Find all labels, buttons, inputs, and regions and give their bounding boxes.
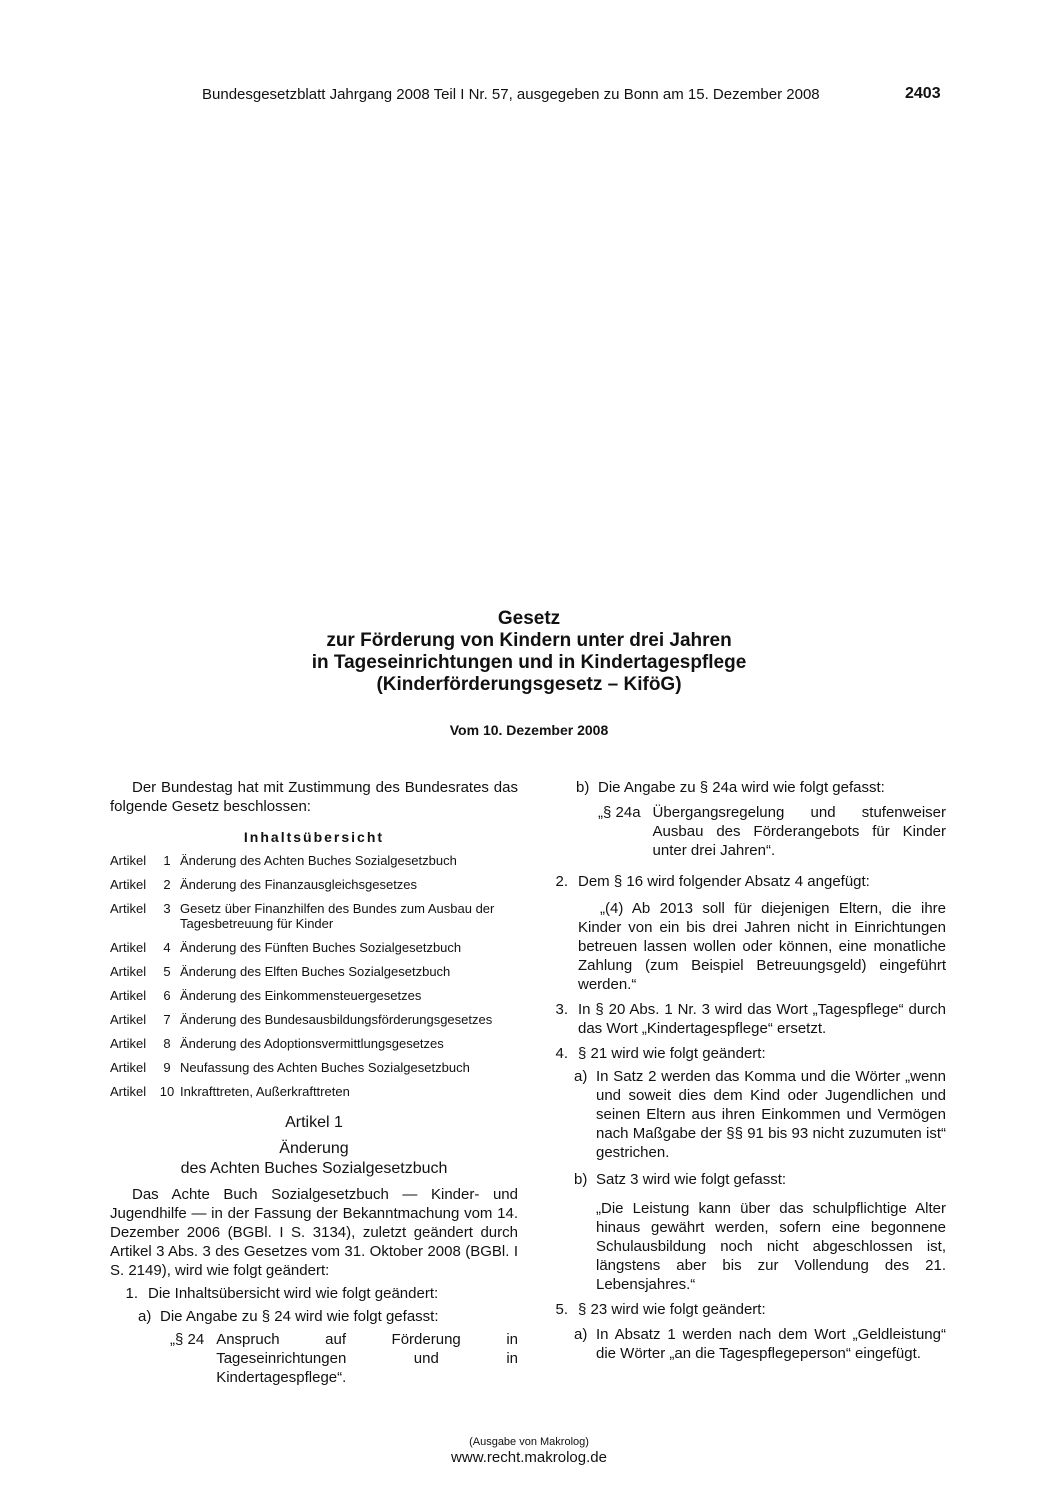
quoted-text: Übergangsregelung und stufenweiser Ausbau des Förderangebots für Kinder unter drei Jahren“. [652,804,946,859]
subitem-letter: a) [138,1308,152,1325]
title-line-1: Gesetz [497,608,561,629]
quoted-text: Anspruch auf Förderung in Tageseinrichtungen und in Kindertagespflege“. [216,1331,518,1386]
running-title: Bundesgesetzblatt Jahrgang 2008 Teil I Nr. 57, ausgegeben zu Bonn am 15. Dezember 2008 [202,86,820,103]
item-number: 1. [125,1285,138,1302]
toc-row [110,853,518,868]
article-intro: Das Achte Buch Sozialgesetzbuch — Kinder- und Jugendhilfe — in der Fassung der Bekanntmachung vom 14. Dezember 2006 (BGBl. I S. 3134), zuletzt geändert durch Artikel 3 Abs. 3 des Gesetzes vom 31. Oktober 2008 (BGBl. I S. 2149), wird wie folgt geändert: [110,1186,518,1279]
preamble: Der Bundestag hat mit Zustimmung des Bundesrates das folgende Gesetz beschlossen: [110,779,518,815]
item-text: Die Inhaltsübersicht wird wie folgt geändert: [148,1285,439,1302]
toc-row [110,901,518,931]
title-line-4: (Kinderförderungsgesetz – KiföG) [376,674,682,695]
toc-article-title: Änderung des Adoptionsvermittlungsgesetzes [180,1036,444,1051]
toc-article-number: 9 [163,1060,171,1075]
toc-article-label: Artikel [110,1084,147,1099]
amendment-subitem [548,1067,946,1162]
toc-article-label: Artikel [110,853,147,868]
article-title-line-1: Änderung [279,1140,349,1157]
quoted-sentence-text: „Die Leistung kann über das schulpflichtige Alter hinaus gewährt werden, sofern eine begonnene Schulausbildung noch nicht abgeschlossen ist, längstens aber bis zur Vollendung des 21. Lebensjahres.“ [596,1200,946,1293]
footer-url: www.recht.makrolog.de [451,1449,607,1466]
toc-article-label: Artikel [110,988,147,1003]
subitem-letter: b) [574,1171,588,1188]
toc-row [110,877,518,892]
toc-article-number: 5 [163,964,171,979]
left-column [110,778,518,1387]
toc-article-label: Artikel [110,1012,147,1027]
toc-article-title: Änderung des Achten Buches Sozialgesetzbuch [180,853,457,868]
amendment-item [548,872,946,891]
item-text: § 21 wird wie folgt geändert: [578,1045,766,1062]
quoted-entry [548,803,946,860]
law-title [0,608,1058,696]
toc-article-title: Änderung des Bundesausbildungsförderungsgesetzes [180,1012,493,1027]
amendment-item [548,1000,946,1038]
table-of-contents [110,853,518,1099]
toc-article-number: 3 [163,901,171,916]
toc-article-title: Änderung des Einkommensteuergesetzes [180,988,422,1003]
title-line-3: in Tageseinrichtungen und in Kindertagespflege [311,652,747,673]
toc-row [110,1084,518,1099]
footer-note: (Ausgabe von Makrolog) [469,1436,589,1448]
toc-article-number: 10 [159,1084,175,1099]
toc-article-number: 2 [163,877,171,892]
toc-article-number: 1 [163,853,171,868]
quoted-entry [110,1330,518,1387]
item-text: § 23 wird wie folgt geändert: [578,1301,766,1318]
item-text: Dem § 16 wird folgender Absatz 4 angefügt: [578,873,870,890]
article-1-heading [110,1113,518,1179]
toc-article-label: Artikel [110,1036,147,1051]
subitem-letter: a) [574,1068,588,1085]
subitem-text: In Satz 2 werden das Komma und die Wörter „wenn und soweit dies dem Kind oder Jugendlichen und seinen Eltern aus ihren Einkommen und Vermögen nach Maßgabe der §§ 91 bis 93 nicht zuzumuten ist“ gestrichen. [596,1068,946,1161]
amendment-subitem [110,1307,518,1326]
toc-row [110,964,518,979]
law-date: Vom 10. Dezember 2008 [449,722,609,738]
toc-article-title: Änderung des Fünften Buches Sozialgesetzbuch [180,940,462,955]
subitem-text: Die Angabe zu § 24 wird wie folgt gefasst: [160,1308,439,1325]
amendment-item [110,1284,518,1303]
toc-article-number: 6 [163,988,171,1003]
toc-article-number: 4 [163,940,171,955]
toc-row [110,1060,518,1075]
title-line-2: zur Förderung von Kindern unter drei Jahren [326,630,732,651]
amendment-subitem [548,1170,946,1189]
subitem-text: Satz 3 wird wie folgt gefasst: [596,1171,787,1188]
toc-row [110,988,518,1003]
subitem-text: In Absatz 1 werden nach dem Wort „Geldleistung“ die Wörter „an die Tagespflegeperson“ eingefügt. [596,1326,946,1362]
article-title-line-2: des Achten Buches Sozialgesetzbuch [180,1160,448,1177]
toc-article-title: Änderung des Finanzausgleichsgesetzes [180,877,418,892]
toc-article-label: Artikel [110,877,147,892]
toc-article-number: 7 [163,1012,171,1027]
toc-article-title: Änderung des Elften Buches Sozialgesetzbuch [180,964,451,979]
amendment-subitem [548,778,946,797]
item-number: 5. [555,1301,568,1318]
quoted-paragraph: „§ 24a [598,804,641,821]
amendment-item [548,1300,946,1319]
quoted-paragraph-text: „(4) Ab 2013 soll für diejenigen Eltern, die ihre Kinder von ein bis drei Jahren nicht in Einrichtungen betreuen lassen wollen oder können, eine monatliche Zahlung (zum Beispiel Betreuungsgeld) eingeführt werden.“ [578,900,946,993]
quoted-paragraph: „§ 24 [170,1331,205,1348]
page-number: 2403 [905,85,941,102]
toc-row [110,1036,518,1051]
item-number: 4. [555,1045,568,1062]
item-number: 2. [555,873,568,890]
toc-row [110,940,518,955]
subitem-letter: a) [574,1326,588,1343]
amendment-item [548,1044,946,1063]
article-label: Artikel 1 [285,1114,343,1131]
right-column [548,778,946,1363]
page-footer [0,1436,1058,1466]
toc-article-label: Artikel [110,940,147,955]
subitem-letter: b) [576,779,590,796]
toc-article-label: Artikel [110,1060,147,1075]
toc-article-title: Neufassung des Achten Buches Sozialgesetzbuch [180,1060,470,1075]
amendment-subitem [548,1325,946,1363]
toc-article-number: 8 [163,1036,171,1051]
subitem-text: Die Angabe zu § 24a wird wie folgt gefasst: [598,779,885,796]
toc-article-title: Gesetz über Finanzhilfen des Bundes zum Ausbau der Tagesbetreuung für Kinder [180,901,495,931]
toc-article-label: Artikel [110,901,147,916]
toc-article-title: Inkrafttreten, Außerkrafttreten [180,1084,350,1099]
item-number: 3. [555,1001,568,1018]
item-text: In § 20 Abs. 1 Nr. 3 wird das Wort „Tagespflege“ durch das Wort „Kindertagespflege“ ersetzt. [578,1001,946,1037]
toc-row [110,1012,518,1027]
toc-heading: Inhaltsübersicht [243,829,385,845]
toc-article-label: Artikel [110,964,147,979]
